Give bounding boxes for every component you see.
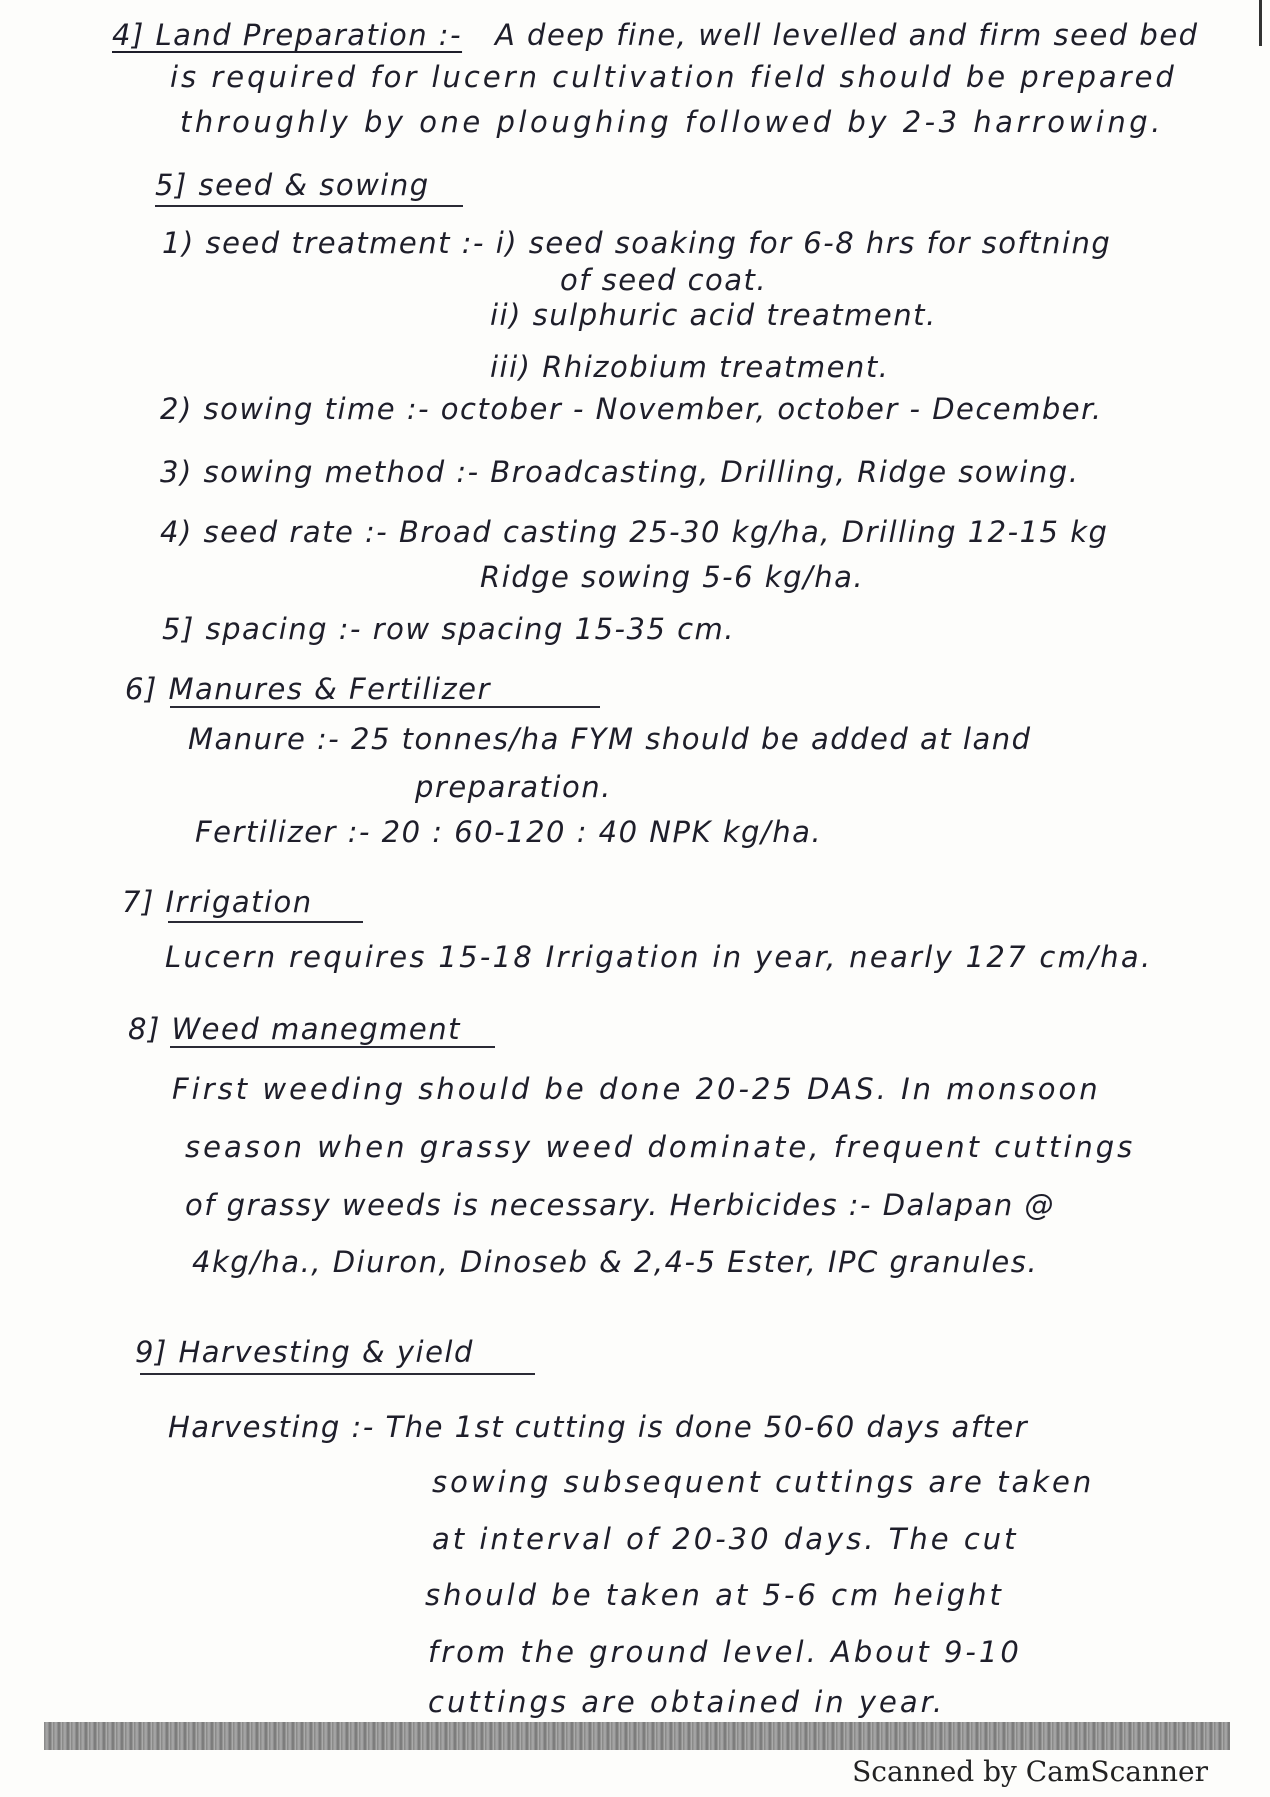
sowing-method-line: 3) sowing method :- Broadcasting, Drilling, Ridge sowing. (160, 455, 1080, 489)
harvesting-line-2: sowing subsequent cuttings are taken (432, 1465, 1095, 1499)
heading-manures-underline (170, 706, 600, 708)
heading-harvesting-yield: 9] Harvesting & yield (135, 1335, 474, 1369)
seed-treatment-line-cont: of seed coat. (560, 263, 768, 297)
page-edge-mark (1259, 0, 1262, 46)
heading-weed-underline (170, 1046, 495, 1048)
scanner-watermark: Scanned by CamScanner (852, 1755, 1208, 1788)
spacing-line: 5] spacing :- row spacing 15-35 cm. (162, 612, 736, 646)
fertilizer-line: Fertilizer :- 20 : 60-120 : 40 NPK kg/ha. (195, 815, 823, 849)
land-prep-line-3: throughly by one ploughing followed by 2-3 harrowing. (180, 105, 1164, 139)
weed-line-2: season when grassy weed dominate, frequent cuttings (185, 1130, 1136, 1164)
land-prep-line-2: is required for lucern cultivation field should be prepared (170, 60, 1177, 94)
harvesting-line-1: Harvesting :- The 1st cutting is done 50-60 days after (168, 1410, 1029, 1444)
weed-line-4: 4kg/ha., Diuron, Dinoseb & 2,4-5 Ester, IPC granules. (192, 1245, 1039, 1279)
heading-irrigation-underline (168, 921, 363, 923)
heading-weed-management: 8] Weed manegment (128, 1012, 461, 1046)
irrigation-line: Lucern requires 15-18 Irrigation in year, nearly 127 cm/ha. (165, 940, 1153, 974)
heading-seed-sowing-underline (155, 205, 463, 207)
harvesting-line-6: cuttings are obtained in year. (428, 1685, 946, 1719)
manure-line-cont: preparation. (415, 770, 612, 804)
harvesting-line-3: at interval of 20-30 days. The cut (432, 1522, 1019, 1556)
heading-seed-sowing: 5] seed & sowing (155, 168, 430, 202)
seed-treatment-sulphuric: ii) sulphuric acid treatment. (490, 298, 937, 332)
seed-treatment-rhizobium: iii) Rhizobium treatment. (490, 350, 890, 384)
harvesting-line-5: from the ground level. About 9-10 (428, 1635, 1022, 1669)
sowing-time-line: 2) sowing time :- october - November, october - December. (160, 392, 1103, 426)
seed-treatment-line: 1) seed treatment :- i) seed soaking for 6-8 hrs for softning (162, 226, 1112, 260)
heading-harvesting-underline (140, 1373, 535, 1375)
manure-line: Manure :- 25 tonnes/ha FYM should be added at land (188, 722, 1032, 756)
heading-land-preparation: 4] Land Preparation :- (112, 18, 463, 52)
harvesting-line-4: should be taken at 5-6 cm height (425, 1578, 1004, 1612)
weed-line-3: of grassy weeds is necessary. Herbicides :- Dalapan @ (185, 1188, 1055, 1222)
seed-rate-ridge-line: Ridge sowing 5-6 kg/ha. (480, 560, 865, 594)
heading-irrigation: 7] Irrigation (122, 885, 313, 919)
heading-manures-fertilizer: 6] Manures & Fertilizer (125, 672, 491, 706)
land-prep-line-1: A deep fine, well levelled and firm seed bed (495, 18, 1199, 52)
weed-line-1: First weeding should be done 20-25 DAS. In monsoon (172, 1072, 1101, 1106)
scan-edge-band (44, 1722, 1230, 1750)
seed-rate-line: 4) seed rate :- Broad casting 25-30 kg/ha, Drilling 12-15 kg (160, 515, 1109, 549)
